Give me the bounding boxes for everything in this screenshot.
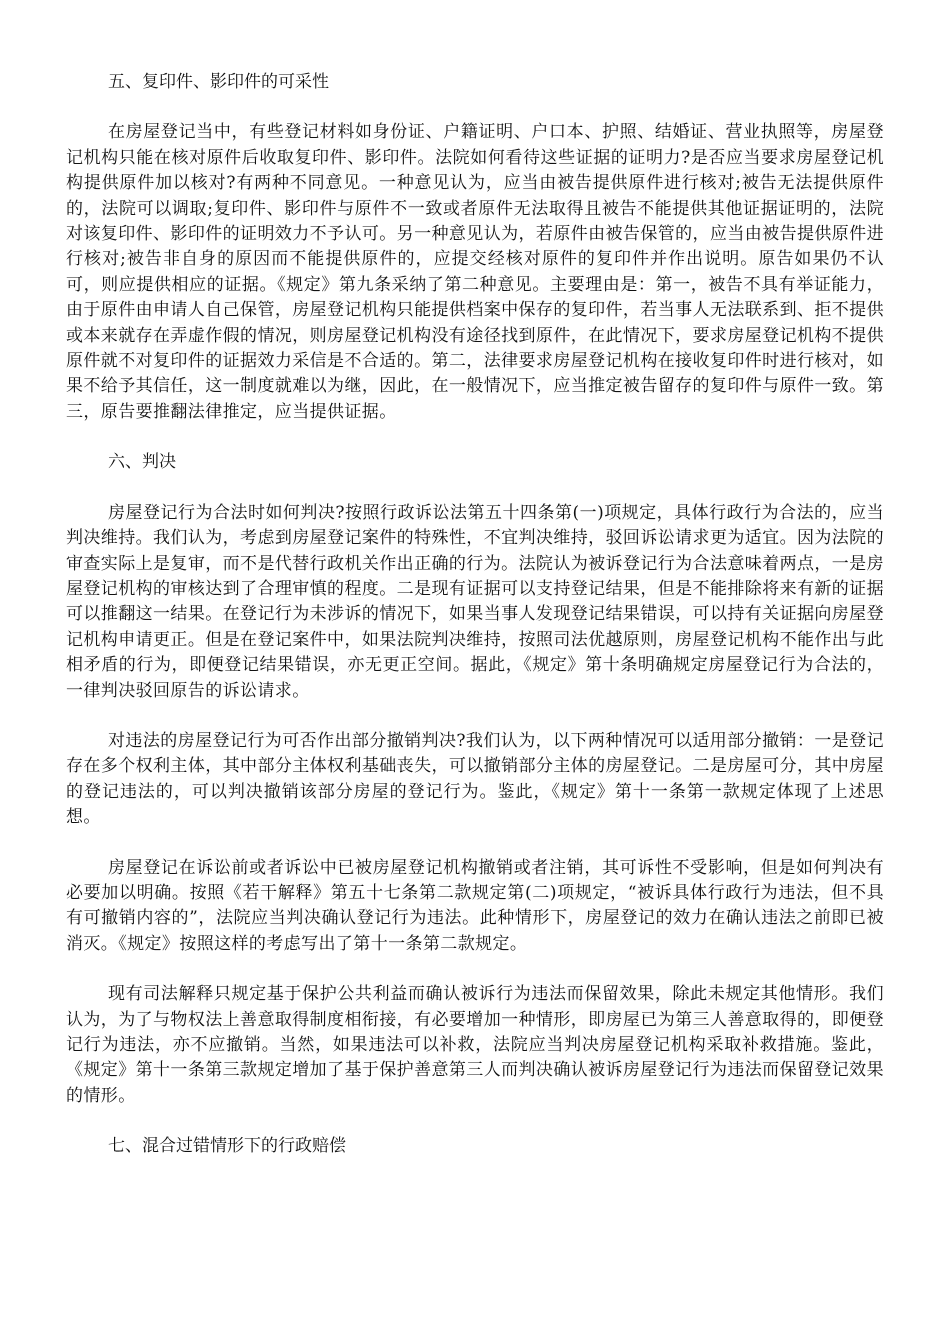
document-page bbox=[66, 70, 884, 1160]
paragraph: 在房屋登记当中，有些登记材料如身份证、户籍证明、户口本、护照、结婚证、营业执照等，房屋登记机构只能在核对原件后收取复印件、影印件。法院如何看待这些证据的证明力?是否应当要求房屋登记机构提供原件加以核对?有两种不同意见。一种意见认为，应当由被告提供原件进行核对;被告无法提供原件的，法院可以调取;复印件、影印件与原件不一致或者原件无法取得且被告不能提供其他证据证明的，法院对该复印件、影印件的证明效力不予认可。另一种意见认为，若原件由被告保管的，应当由被告提供原件进行核对;被告非自身的原因而不能提供原件的，应提交经核对原件的复印件并作出说明。原告如果仍不认可，则应提供相应的证据。《规定》第九条采纳了第二种意见。主要理由是：第一，被告不具有举证能力，由于原件由申请人自己保管，房屋登记机构只能提供档案中保存的复印件，若当事人无法联系到、拒不提供或本来就存在弄虚作假的情况，则房屋登记机构没有途径找到原件，在此情况下，要求房屋登记机构不提供原件就不对复印件的证据效力采信是不合适的。第二，法律要求房屋登记机构在接收复印件时进行核对，如果不给予其信任，这一制度就难以为继，因此，在一般情况下，应当推定被告留存的复印件与原件一致。第三，原告要推翻法律推定，应当提供证据。 bbox=[66, 122, 884, 422]
paragraph: 房屋登记在诉讼前或者诉讼中已被房屋登记机构撤销或者注销，其可诉性不受影响，但是如何判决有必要加以明确。按照《若干解释》第五十七条第二款规定第(二)项规定，“被诉具体行政行为违法，但不具有可撤销内容的”，法院应当判决确认登记行为违法。此种情形下，房屋登记的效力在确认违法之前即已被消灭。《规定》按照这样的考虑写出了第十一条第二款规定。 bbox=[66, 857, 884, 954]
paragraph: 对违法的房屋登记行为可否作出部分撤销判决?我们认为，以下两种情况可以适用部分撤销：一是登记存在多个权利主体，其中部分主体权利基础丧失，可以撤销部分主体的房屋登记。二是房屋可分，其中房屋的登记违法的，可以判决撤销该部分房屋的登记行为。鉴此，《规定》第十一条第一款规定体现了上述思想。 bbox=[66, 730, 884, 828]
section-heading: 六、判决 bbox=[108, 452, 176, 473]
section-heading: 七、混合过错情形下的行政赔偿 bbox=[108, 1136, 346, 1157]
section-heading: 五、复印件、影印件的可采性 bbox=[108, 72, 329, 92]
paragraph: 房屋登记行为合法时如何判决?按照行政诉讼法第五十四条第(一)项规定，具体行政行为合法的，应当判决维持。我们认为，考虑到房屋登记案件的特殊性，不宜判决维持，驳回诉讼请求更为适宜。因为法院的审查实际上是复审，而不是代替行政机关作出正确的行为。法院认为被诉登记行为合法意味着两点，一是房屋登记机构的审核达到了合理审慎的程度。二是现有证据可以支持登记结果，但是不能排除将来有新的证据可以推翻这一结果。在登记行为未涉诉的情况下，如果当事人发现登记结果错误，可以持有关证据向房屋登记机构申请更正。但是在登记案件中，如果法院判决维持，按照司法优越原则，房屋登记机构不能作出与此相矛盾的行为，即便登记结果错误，亦无更正空间。据此，《规定》第十条明确规定房屋登记行为合法的，一律判决驳回原告的诉讼请求。 bbox=[66, 502, 884, 701]
paragraph: 现有司法解释只规定基于保护公共利益而确认被诉行为违法而保留效果，除此未规定其他情形。我们认为，为了与物权法上善意取得制度相衔接，有必要增加一种情形，即房屋已为第三人善意取得的，即便登记行为违法，亦不应撤销。当然，如果违法可以补救，法院应当判决房屋登记机构采取补救措施。鉴此，《规定》第十一条第三款规定增加了基于保护善意第三人而判决确认被诉房屋登记行为违法而保留登记效果的情形。 bbox=[66, 984, 884, 1106]
